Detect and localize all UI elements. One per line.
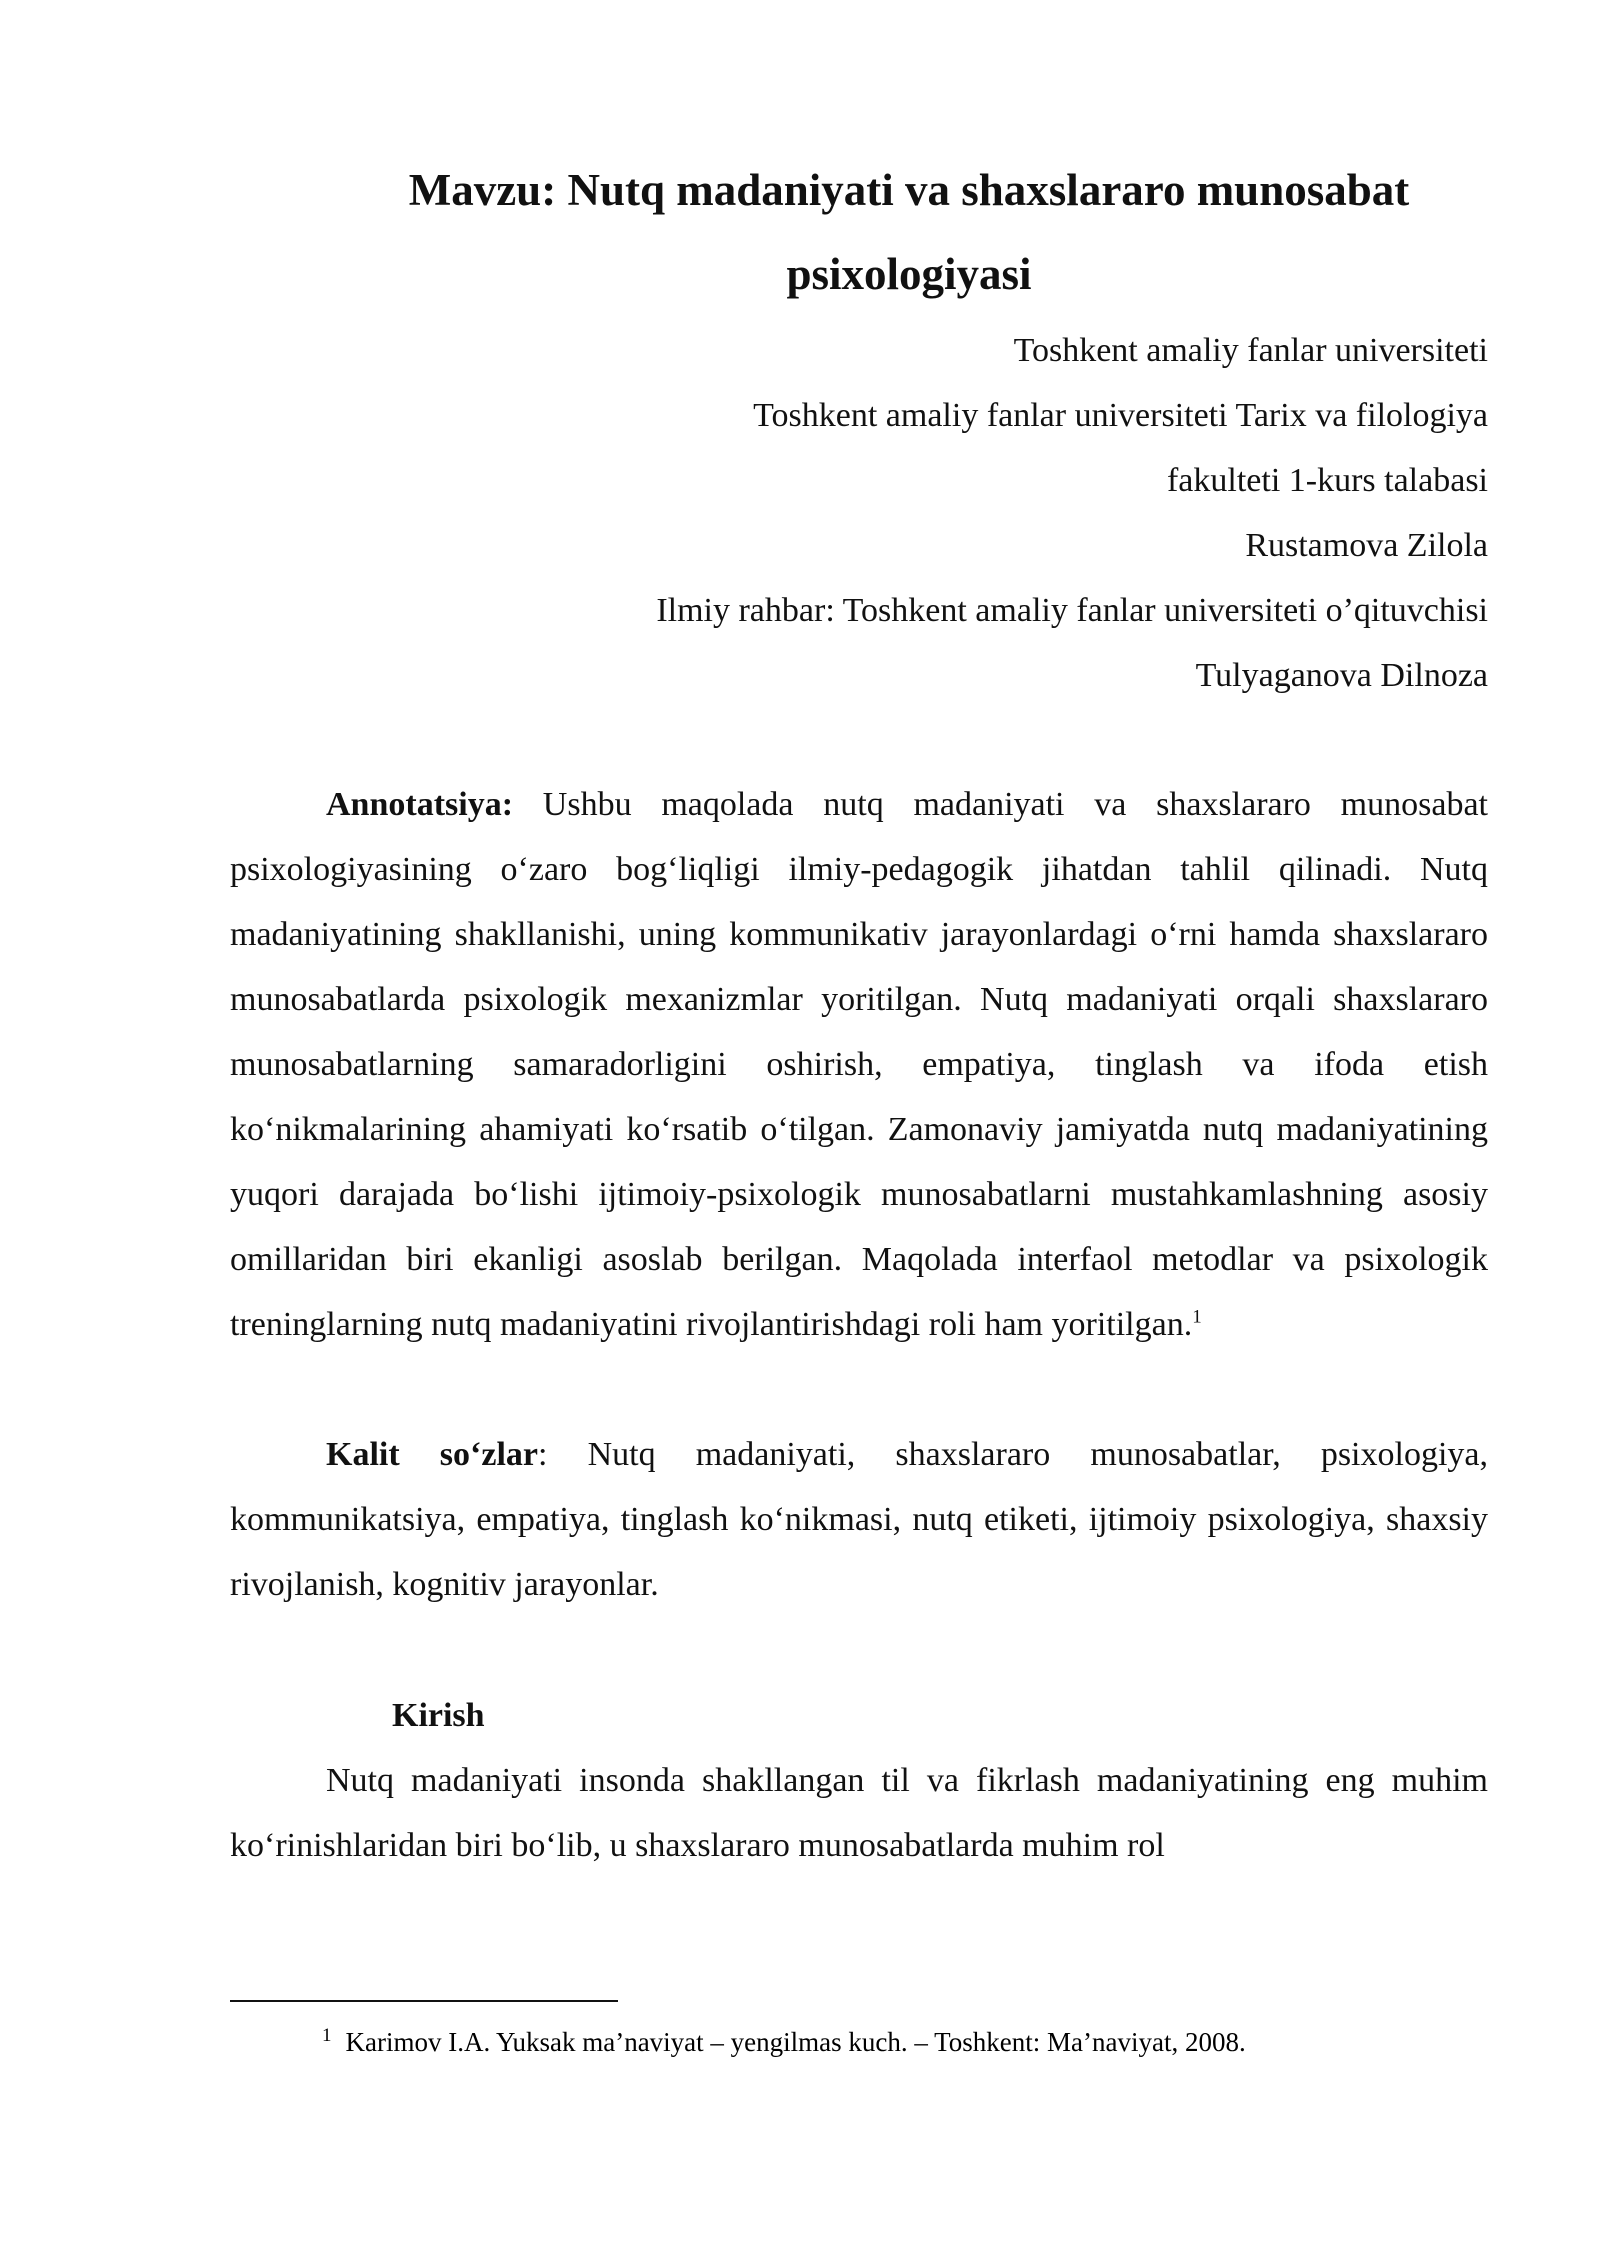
intro-paragraph: Nutq madaniyati insonda shakllangan til va fikrlash madaniyatining eng muhim ko‘rinishlaridan biri bo‘lib, u shaxslararo munosabatlarda muhim rol <box>230 1762 1488 1864</box>
annotation-label: Annotatsiya: <box>326 786 514 823</box>
document-title <box>230 148 1488 316</box>
annotation-text: Ushbu maqolada nutq madaniyati va shaxslararo munosabat psixologiyasining o‘zaro bog‘liqligi ilmiy-pedagogik jihatdan tahlil qilinadi. Nutq madaniyatining shakllanishi, uning kommunikativ jarayonlardagi o‘rni hamda shaxslararo munosabatlarda psixologik mexanizmlar yoritilgan. Nutq madaniyati orqali shaxslararo munosabatlarning samaradorligini oshirish, empatiya, tinglash va ifoda etish ko‘nikmalarining ahamiyati ko‘rsatib o‘tilgan. Zamonaviy jamiyatda nutq madaniyatining yuqori darajada bo‘lishi ijtimoiy-psixologik munosabatlarni mustahkamlashning asosiy omillaridan biri ekanligi asoslab berilgan. Maqolada interfaol metodlar va psixologik treninglarning nutq madaniyatini rivojlantirishdagi roli ham yoritilgan. <box>230 786 1488 1343</box>
footnote-number: 1 <box>322 2025 332 2046</box>
footnote-text: Karimov I.A. Yuksak ma’naviyat – yengilmas kuch. – Toshkent: Ma’naviyat, 2008. <box>345 2027 1246 2057</box>
section-heading-intro: Kirish <box>392 1697 485 1734</box>
author-name: Rustamova Zilola <box>1245 527 1488 564</box>
author-line-university: Toshkent amaliy fanlar universiteti <box>1013 332 1488 369</box>
advisor-name: Tulyaganova Dilnoza <box>1195 657 1488 694</box>
footnote-reference[interactable]: 1 <box>1192 1306 1202 1328</box>
title-line-2: psixologiyasi <box>786 249 1032 299</box>
footnote-divider <box>230 2000 618 2002</box>
keywords-text: Nutq madaniyati, shaxslararo munosabatlar, psixologiya, kommunikatsiya, empatiya, tinglash ko‘nikmasi, nutq etiketi, ijtimoiy psixologiya, shaxsiy rivojlanish, kognitiv jarayonlar. <box>230 1436 1488 1603</box>
annotation-paragraph <box>230 772 1488 1357</box>
advisor-line: Ilmiy rahbar: Toshkent amaliy fanlar universiteti o’qituvchisi <box>656 592 1488 629</box>
keywords-paragraph <box>230 1422 1488 1617</box>
footnote <box>322 2022 1246 2062</box>
keywords-separator: : <box>537 1436 548 1473</box>
author-line-faculty: Toshkent amaliy fanlar universiteti Tarix va filologiya <box>753 397 1488 434</box>
title-line-1: Mavzu: Nutq madaniyati va shaxslararo munosabat <box>408 165 1410 215</box>
keywords-label: Kalit so‘zlar <box>326 1436 538 1473</box>
author-line-course: fakulteti 1-kurs talabasi <box>1166 462 1488 499</box>
author-block <box>230 318 1488 708</box>
